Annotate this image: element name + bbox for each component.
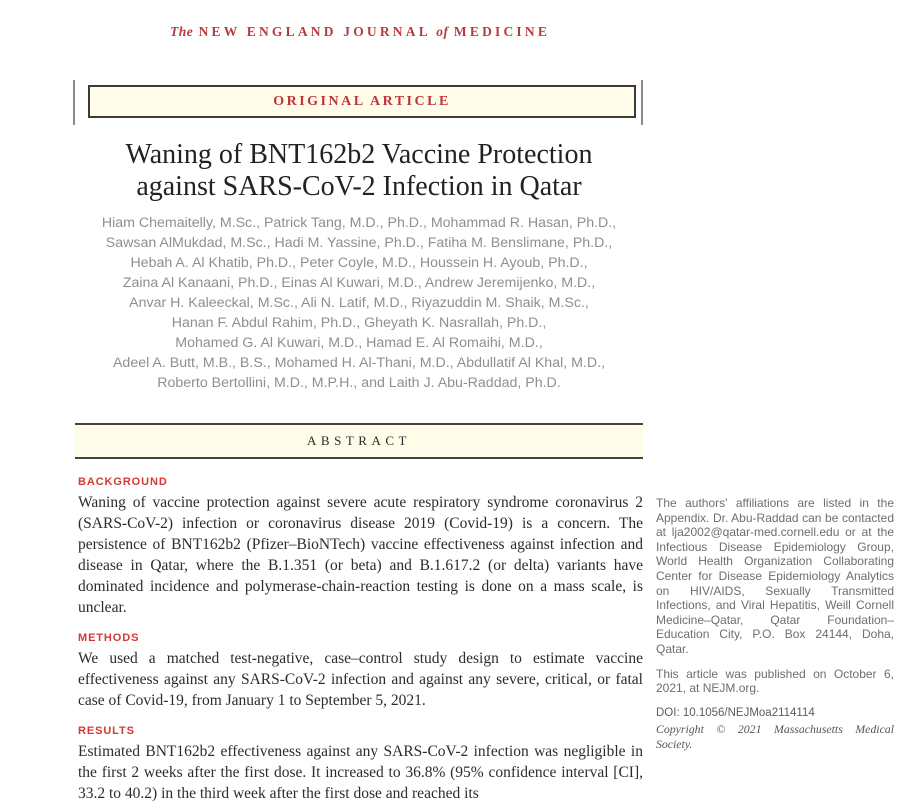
author-line: Roberto Bertollini, M.D., M.P.H., and Laith J. Abu-Raddad, Ph.D. — [157, 375, 561, 391]
author-line: Zaina Al Kanaani, Ph.D., Einas Al Kuwari, M.D., Andrew Jeremijenko, M.D., — [122, 275, 596, 291]
abstract-label: ABSTRACT — [307, 433, 411, 448]
author-line: Anvar H. Kaleeckal, M.Sc., Ali N. Latif, M.D., Riyazuddin M. Shaik, M.Sc., — [129, 295, 589, 311]
journal-masthead — [75, 24, 643, 40]
masthead-journal-name: NEW ENGLAND JOURNAL — [198, 24, 431, 39]
doi-line: DOI: 10.1056/NEJMoa2114114 — [656, 706, 815, 719]
abstract-section-results — [78, 725, 643, 804]
author-line: Hiam Chemaitelly, M.Sc., Patrick Tang, M.D., Ph.D., Mohammad R. Hasan, Ph.D., — [101, 215, 617, 231]
author-line: Adeel A. Butt, M.B., B.S., Mohamed H. Al-Thani, M.D., Abdullatif Al Khal, M.D., — [112, 355, 606, 371]
title-line-2: against SARS-CoV-2 Infection in Qatar — [136, 171, 582, 202]
author-line: Sawsan AlMukdad, M.Sc., Hadi M. Yassine, Ph.D., Fatiha M. Benslimane, Ph.D., — [105, 235, 613, 251]
section-text: Waning of vaccine protection against severe acute respiratory syndrome coronavirus 2 (SARS-CoV-2) infection or coronavirus disease 2019 (Covid-19) is a concern. The persistence of BNT162b2 (Pfizer–BioNTech) vaccine effectiveness against infection and disease in Qatar, where the B.1.351 (or beta) and B.1.617.2 (or delta) variants have dominated incidence and polymerase-chain-reaction testing is done on a mass scale, is unclear. — [78, 494, 643, 616]
box-side-rule-left — [73, 80, 75, 125]
author-line: Mohamed G. Al Kuwari, M.D., Hamad E. Al Romaihi, M.D., — [175, 335, 543, 351]
article-title — [75, 139, 643, 203]
abstract-section-background — [78, 476, 643, 618]
abstract-body — [78, 476, 643, 805]
masthead-medicine: MEDICINE — [453, 24, 551, 39]
section-heading: METHODS — [78, 632, 140, 644]
section-heading: RESULTS — [78, 725, 135, 737]
author-list — [60, 213, 658, 393]
box-side-rule-right — [641, 80, 643, 125]
section-text: We used a matched test-negative, case–control study design to estimate vaccine effectiveness against any SARS-CoV-2 infection and against any severe, critical, or fatal case of Covid-19, from January 1 to September 5, 2021. — [78, 650, 643, 709]
author-line: Hebah A. Al Khatib, Ph.D., Peter Coyle, M.D., Houssein H. Ayoub, Ph.D., — [130, 255, 588, 271]
article-type-label: ORIGINAL ARTICLE — [273, 94, 451, 109]
masthead-of: of — [436, 24, 449, 39]
publication-note: This article was published on October 6, 2021, at NEJM.org. — [656, 666, 894, 696]
author-line: Hanan F. Abdul Rahim, Ph.D., Gheyath K. Nasrallah, Ph.D., — [171, 315, 547, 331]
masthead-the: The — [169, 24, 194, 39]
abstract-section-methods — [78, 632, 643, 711]
title-line-1: Waning of BNT162b2 Vaccine Protection — [125, 139, 593, 170]
abstract-band — [75, 423, 643, 459]
section-text: Estimated BNT162b2 effectiveness against any SARS-CoV-2 infection was negligible in the first 2 weeks after the first dose. It increased to 36.8% (95% confidence interval [CI], 33.2 to 40.2) in the third week after the first dose and reached its — [78, 743, 643, 802]
affiliations-note: The authors' affiliations are listed in the Appendix. Dr. Abu-Raddad can be contacted at lja2002@qatar-med.cornell.edu or at the Infectious Disease Epidemiology Group, World Health Organization Collaborating Center for Disease Epidemiology Analytics on HIV/AIDS, Sexually Transmitted Infections, and Viral Hepatitis, Weill Cornell Medicine–Qatar, Qatar Foundation–Education City, P.O. Box 24144, Doha, Qatar. — [656, 496, 894, 656]
sidebar — [656, 496, 894, 752]
article-type-box — [88, 85, 636, 118]
copyright-line: Copyright © 2021 Massachusetts Medical Society. — [656, 722, 894, 751]
section-heading: BACKGROUND — [78, 476, 168, 488]
